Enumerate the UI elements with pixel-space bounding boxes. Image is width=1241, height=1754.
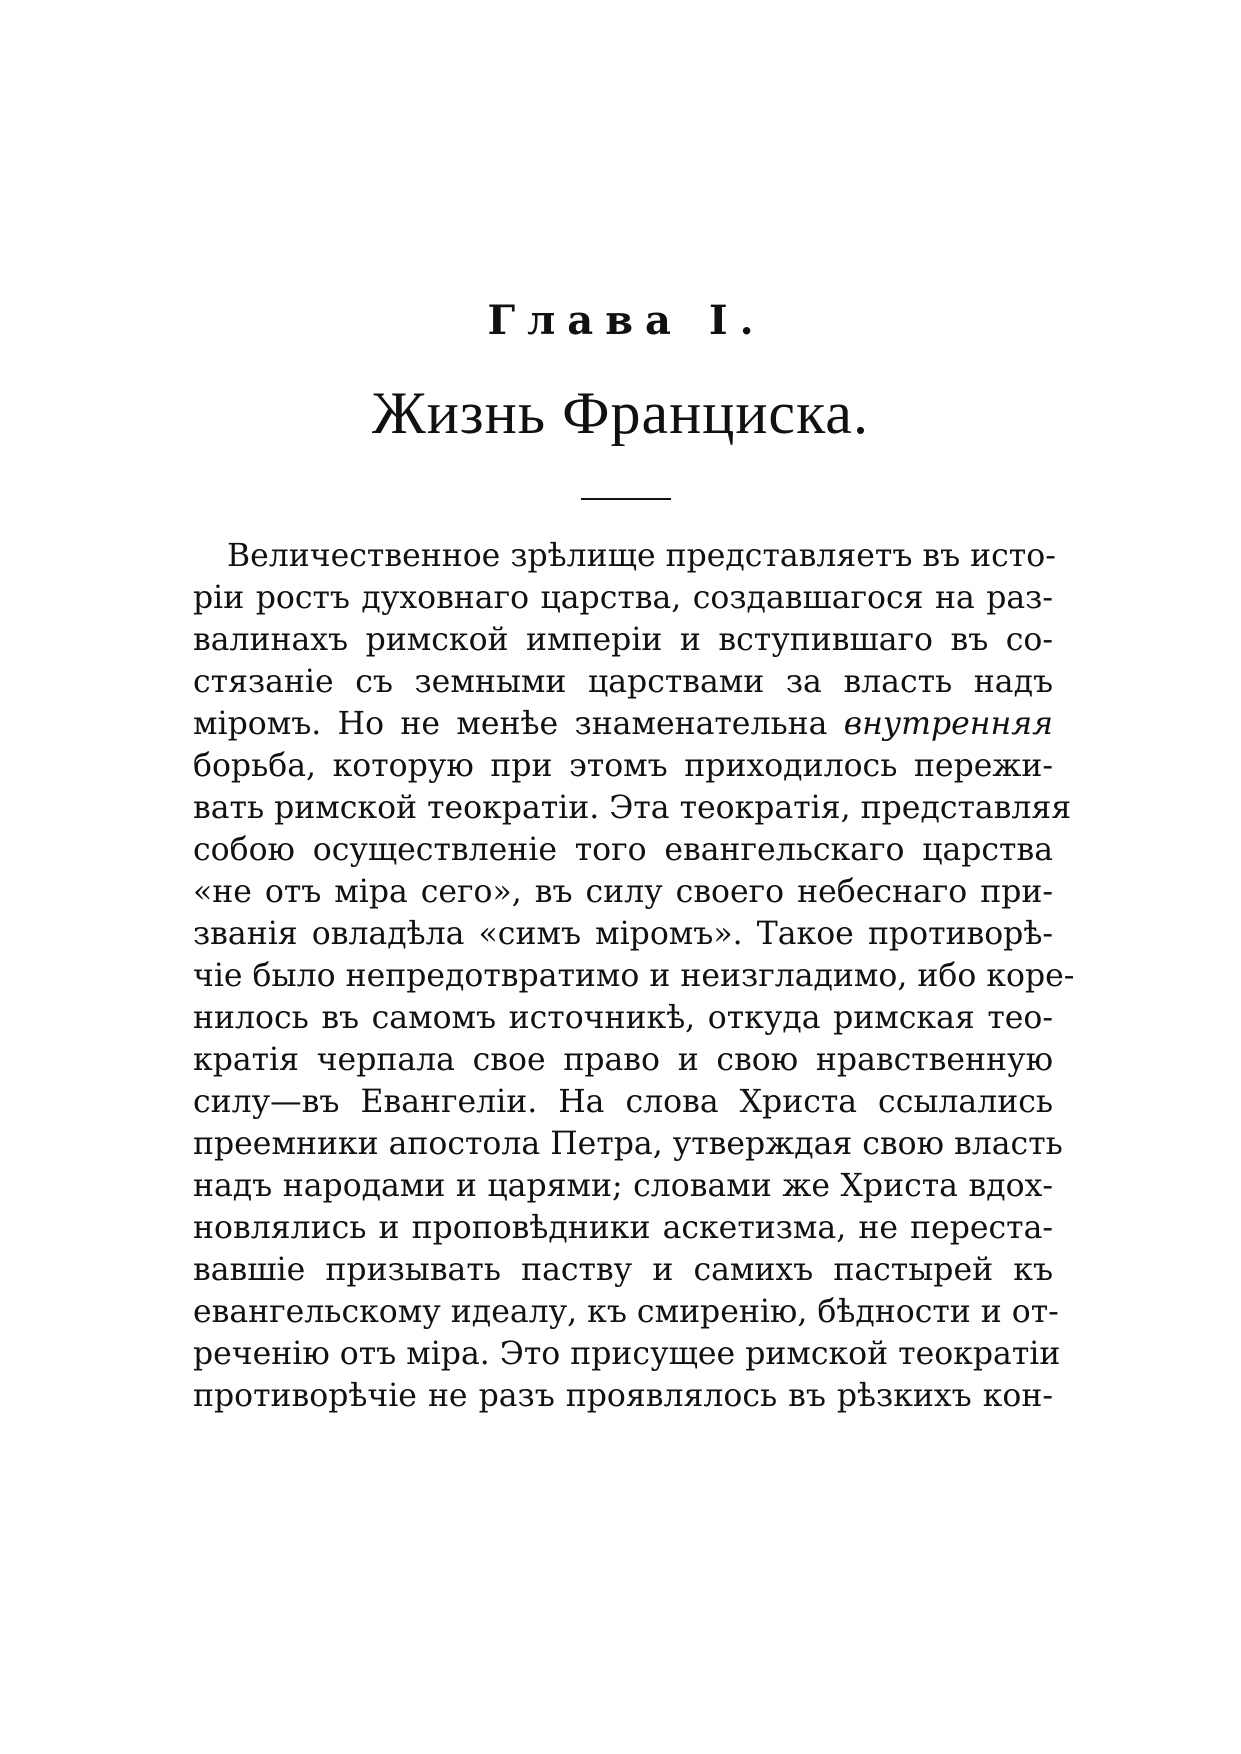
text-line: стязаніе съ земными царствами за власть надъ (193, 664, 1053, 700)
text-line: новлялись и проповѣдники аскетизма, не переста- (193, 1210, 1053, 1246)
text-line: надъ народами и царями; словами же Христа вдох- (193, 1168, 1053, 1204)
chapter-number: Глава I. (487, 297, 766, 344)
text-line: званія овладѣла «симъ міромъ». Такое противорѣ- (193, 916, 1053, 952)
text-line: силу—въ Евангеліи. На слова Христа ссылались (193, 1084, 1053, 1120)
text-line: ріи ростъ духовнаго царства, создавшагося на раз- (193, 580, 1053, 616)
italic-emphasis: внутренняя (843, 706, 1053, 742)
text-line: вавшіе призывать паству и самихъ пастырей къ (193, 1252, 1053, 1288)
chapter-title: Жизнь Франциска. (372, 380, 869, 446)
text-segment: міромъ. Но не менѣе знаменательна (193, 706, 828, 742)
text-line (193, 703, 1053, 745)
title-separator-rule (581, 498, 671, 500)
text-line: валинахъ римской имперіи и вступившаго въ со- (193, 622, 1053, 658)
text-line: нилось въ самомъ источникѣ, откуда римская тео- (193, 1000, 1053, 1036)
text-line: «не отъ міра сего», въ силу своего небеснаго при- (193, 874, 1053, 910)
body-paragraph (193, 535, 1075, 1417)
text-line: реченію отъ міра. Это присущее римской теократіи (193, 1336, 1061, 1372)
text-line: вать римской теократіи. Эта теократія, представляя (193, 790, 1072, 826)
text-line: чіе было непредотвратимо и неизгладимо, ибо коре- (193, 958, 1075, 994)
text-line: противорѣчіе не разъ проявлялось въ рѣзкихъ кон- (193, 1378, 1053, 1414)
text-line: Величественное зрѣлище представляетъ въ исто- (227, 538, 1056, 574)
text-line: кратія черпала свое право и свою нравственную (193, 1042, 1053, 1078)
text-line: собою осуществленіе того евангельскаго царства (193, 832, 1053, 868)
text-line: евангельскому идеалу, къ смиренію, бѣдности и от- (193, 1294, 1059, 1330)
text-line: борьба, которую при этомъ приходилось пережи- (193, 748, 1053, 784)
text-line: преемники апостола Петра, утверждая свою власть (193, 1126, 1063, 1162)
